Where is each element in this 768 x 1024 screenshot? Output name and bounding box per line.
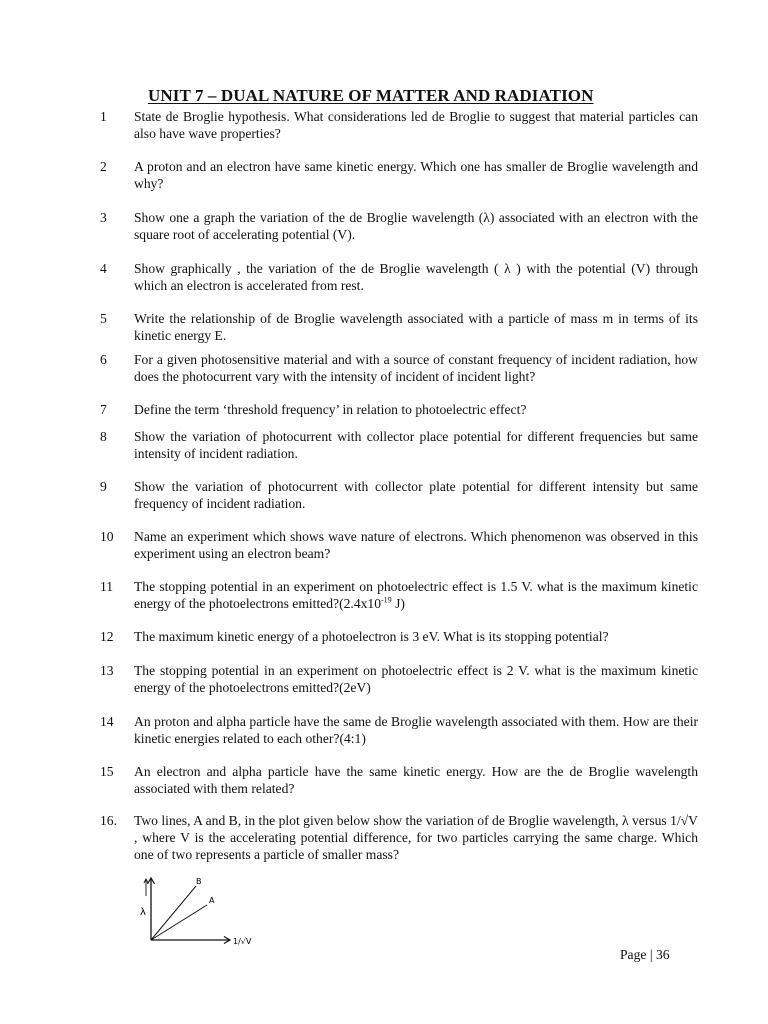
question-text: Write the relationship of de Broglie wavelength associated with a particle of mass m in terms of its kinetic energy E. <box>134 311 698 343</box>
question-number: 9 <box>100 479 107 494</box>
question-9 <box>100 478 698 512</box>
question-text: Show graphically , the variation of the de Broglie wavelength ( λ ) with the potential (V) through which an electron is accelerated from rest. <box>134 261 698 293</box>
question-text <box>134 578 698 612</box>
question-text: Show the variation of photocurrent with collector plate potential for different intensity but same frequency of incident radiation. <box>134 479 698 511</box>
question-11 <box>100 578 698 612</box>
question-number: 15 <box>100 764 114 779</box>
question-text: An proton and alpha particle have the same de Broglie wavelength associated with them. How are their kinetic energies related to each other?(4:1) <box>134 714 698 746</box>
question-number: 3 <box>100 210 107 225</box>
question-text: An electron and alpha particle have the same kinetic energy. How are the de Broglie wavelength associated with them related? <box>134 764 698 796</box>
question-2 <box>100 158 698 192</box>
line-b <box>151 886 196 940</box>
question-12 <box>100 628 698 645</box>
y-axis-label: λ <box>140 907 146 918</box>
question-1 <box>100 108 698 142</box>
question-4 <box>100 260 698 294</box>
question-number: 11 <box>100 579 114 594</box>
question-text-main: The stopping potential in an experiment on photoelectric effect is 1.5 V. what is the maximum kinetic energy of the photoelectrons emitted?(2.4x10 <box>134 579 698 611</box>
question-number: 14 <box>100 714 114 729</box>
x-axis <box>151 937 230 944</box>
question-number: 7 <box>100 402 107 417</box>
question-text: Show one a graph the variation of the de Broglie wavelength (λ) associated with an electron with the square root of accelerating potential (V). <box>134 210 698 242</box>
question-5 <box>100 310 698 344</box>
question-text: The stopping potential in an experiment on photoelectric effect is 2 V. what is the maximum kinetic energy of the photoelectrons emitted?(2eV) <box>134 663 698 695</box>
line-a-label: A <box>209 896 215 905</box>
exponent: -19 <box>381 595 392 605</box>
question-number: 5 <box>100 311 107 326</box>
question-number: 8 <box>100 429 107 444</box>
question-text: Show the variation of photocurrent with collector place potential for different frequencies but same intensity of incident radiation. <box>134 429 698 461</box>
line-a <box>151 905 207 940</box>
question-text: Two lines, A and B, in the plot given below show the variation of de Broglie wavelength, λ versus 1/√V , where V is the accelerating potential difference, for two particles carrying the same charge. Which one of two represents a particle of smaller mass? <box>134 813 698 862</box>
question-number: 12 <box>100 629 114 644</box>
unit-title: UNIT 7 – DUAL NATURE OF MATTER AND RADIATION <box>148 86 594 105</box>
line-b-label: B <box>196 877 202 886</box>
question-number: 10 <box>100 529 114 544</box>
question-text: Define the term ‘threshold frequency’ in relation to photoelectric effect? <box>134 402 527 417</box>
question-10 <box>100 528 698 562</box>
question-number: 13 <box>100 663 114 678</box>
question-text: The maximum kinetic energy of a photoelectron is 3 eV. What is its stopping potential? <box>134 629 609 644</box>
question-number: 16. <box>100 813 117 828</box>
question-text: For a given photosensitive material and with a source of constant frequency of incident radiation, how does the photocurrent vary with the intensity of incident of incident light? <box>134 352 698 384</box>
question-6 <box>100 351 698 385</box>
question-text: Name an experiment which shows wave nature of electrons. Which phenomenon was observed in this experiment using an electron beam? <box>134 529 698 561</box>
x-axis-label: 1/√V <box>233 937 252 946</box>
question-7 <box>100 401 698 418</box>
question-16 <box>100 812 698 863</box>
question-number: 1 <box>100 109 107 124</box>
question-text-unit: J) <box>391 596 405 611</box>
question-text: A proton and an electron have same kinetic energy. Which one has smaller de Broglie wavelength and why? <box>134 159 698 191</box>
question-number: 2 <box>100 159 107 174</box>
page-number: Page | 36 <box>620 947 670 962</box>
lambda-vs-inverse-root-v-graph <box>137 874 267 946</box>
question-3 <box>100 209 698 243</box>
question-text: State de Broglie hypothesis. What considerations led de Broglie to suggest that material particles can also have wave properties? <box>134 109 698 141</box>
question-14 <box>100 713 698 747</box>
question-15 <box>100 763 698 797</box>
question-number: 4 <box>100 261 107 276</box>
question-number: 6 <box>100 352 107 367</box>
question-13 <box>100 662 698 696</box>
question-8 <box>100 428 698 462</box>
